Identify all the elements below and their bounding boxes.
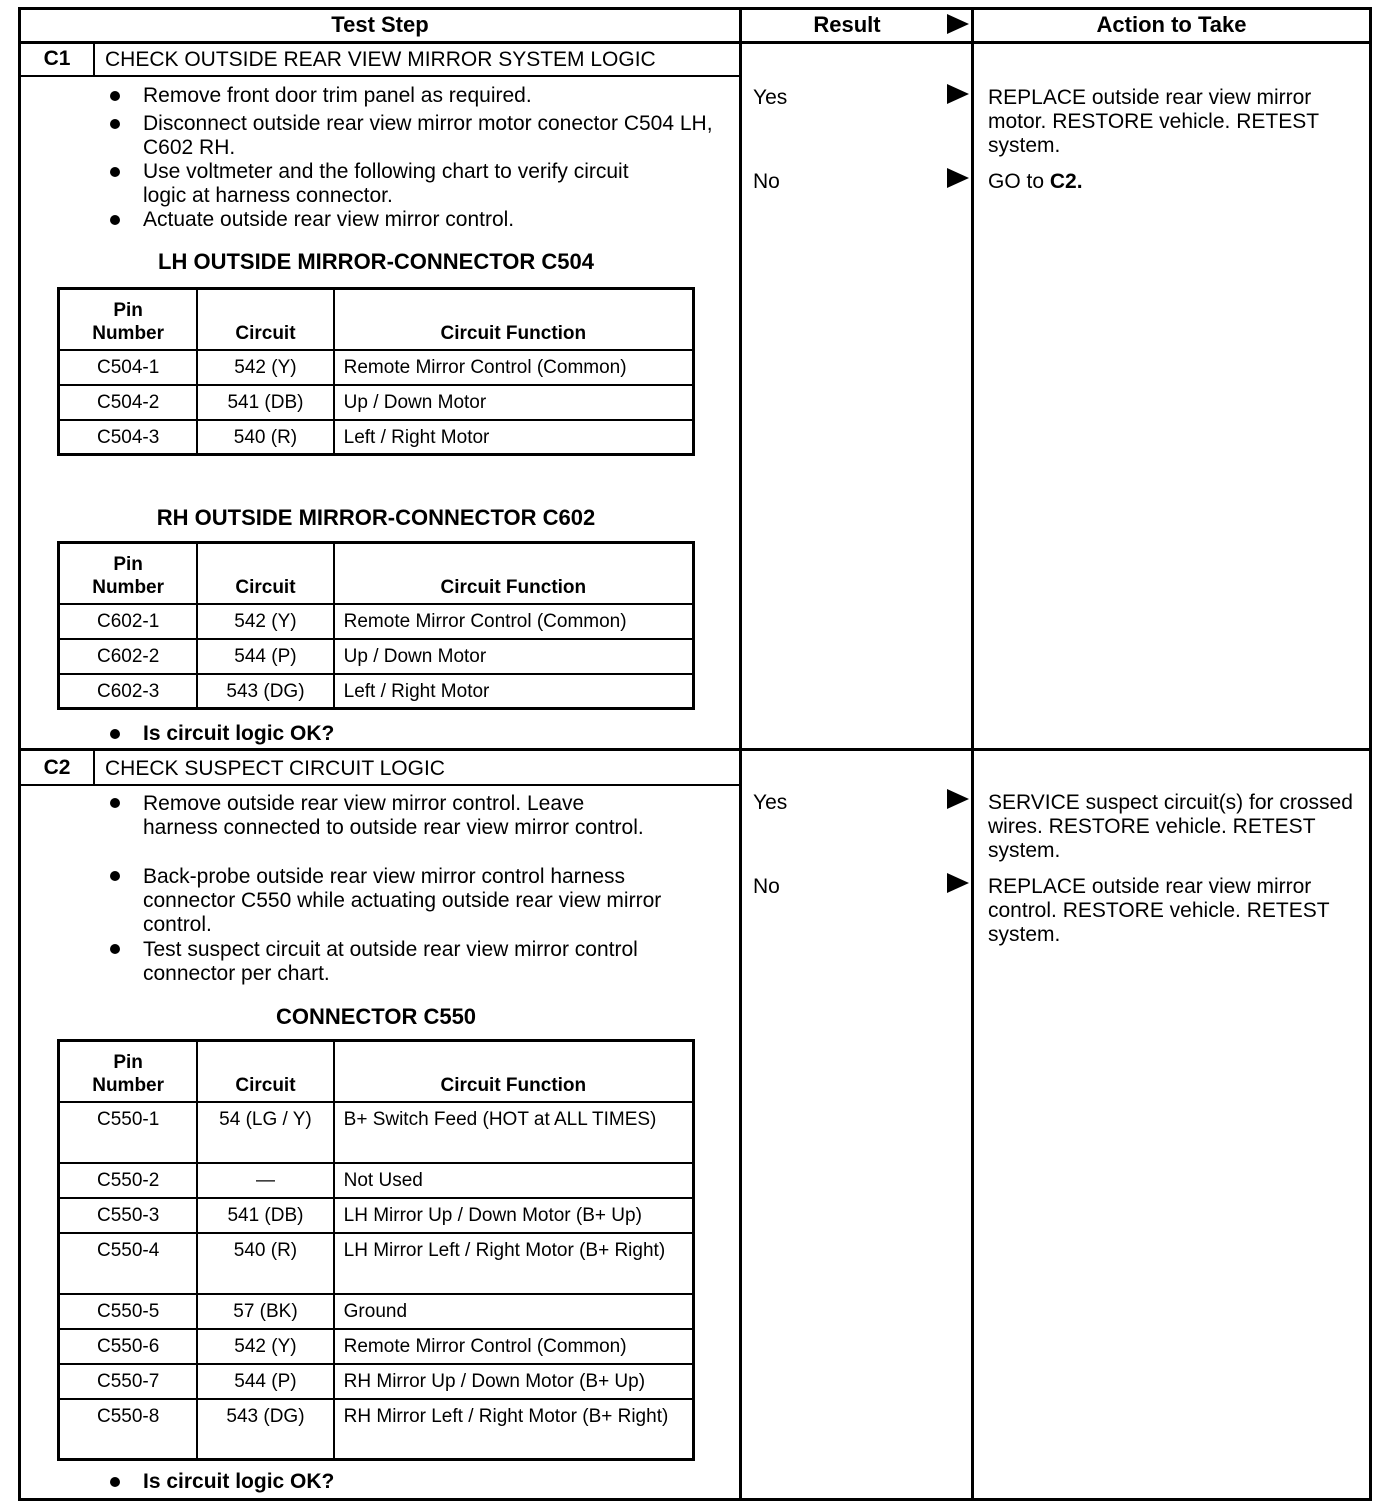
rh-connector-table — [57, 541, 695, 710]
step-c2-result-no: No — [753, 875, 780, 898]
function-cell: Up / Down Motor — [334, 639, 694, 674]
header-test-step: Test Step — [331, 12, 429, 37]
circuit-cell: 542 (Y) — [197, 350, 333, 385]
step-c2-id-divider — [93, 751, 95, 785]
step-c2-id: C2 — [43, 756, 71, 779]
col-header-function: Circuit Function — [334, 289, 694, 350]
pin-cell: C550-2 — [59, 1163, 198, 1198]
col-header-function: Circuit Function — [334, 543, 694, 604]
goto-step: C2. — [1049, 170, 1083, 193]
step-c1-id-divider — [93, 42, 95, 76]
bullet-icon — [110, 167, 120, 177]
header-action: Action to Take — [1096, 12, 1247, 37]
function-cell: RH Mirror Left / Right Motor (B+ Right) — [334, 1399, 694, 1460]
lh-table-title: LH OUTSIDE MIRROR-CONNECTOR C504 — [158, 249, 594, 274]
circuit-cell: — — [197, 1163, 333, 1198]
step-c2-action-yes: SERVICE suspect circuit(s) for crossed wires. RESTORE vehicle. RETEST system. — [988, 791, 1353, 862]
pin-cell: C602-1 — [59, 604, 198, 639]
pin-cell: C550-5 — [59, 1294, 198, 1329]
circuit-cell: 540 (R) — [197, 420, 333, 455]
pin-cell: C550-1 — [59, 1102, 198, 1163]
step-c1-action-no — [988, 170, 1083, 194]
goto-prefix: GO to — [988, 170, 1050, 193]
step-c2-bullet-3: Test suspect circuit at outside rear view mirror control connector per chart. — [143, 938, 638, 985]
pin-cell: C602-3 — [59, 674, 198, 709]
step-divider — [18, 748, 1372, 751]
step-c1-action-yes: REPLACE outside rear view mirror motor. RESTORE vehicle. RETEST system. — [988, 86, 1319, 157]
circuit-cell: 541 (DB) — [197, 1198, 333, 1233]
function-cell: Up / Down Motor — [334, 385, 694, 420]
pin-cell: C602-2 — [59, 639, 198, 674]
header-arrow-icon — [947, 14, 969, 34]
circuit-cell: 541 (DB) — [197, 385, 333, 420]
step-c1-result-yes: Yes — [753, 86, 788, 109]
bullet-icon — [110, 91, 120, 101]
step-c1-bullet-3: Use voltmeter and the following chart to verify circuit logic at harness connector. — [143, 160, 629, 207]
frame-right — [1369, 7, 1372, 1501]
step-c2-result-yes: Yes — [753, 791, 788, 814]
step-c1-id: C1 — [43, 47, 71, 70]
step-c1-bullet-1: Remove front door trim panel as required. — [143, 84, 532, 107]
pin-cell: C504-3 — [59, 420, 198, 455]
header-result: Result — [813, 12, 881, 37]
step-c2-bullet-2: Back-probe outside rear view mirror control harness connector C550 while actuating outside rear view mirror control. — [143, 865, 662, 936]
pin-cell: C504-2 — [59, 385, 198, 420]
function-cell: Left / Right Motor — [334, 674, 694, 709]
step-c1-result-no: No — [753, 170, 780, 193]
circuit-cell: 543 (DG) — [197, 1399, 333, 1460]
circuit-cell: 544 (P) — [197, 1364, 333, 1399]
col-header-pin: Pin Number — [59, 543, 198, 604]
result-arrow-icon — [947, 789, 969, 809]
pin-cell: C550-8 — [59, 1399, 198, 1460]
step-c2-title-rule — [21, 784, 739, 786]
col-divider-1 — [739, 7, 742, 1501]
col-header-pin: Pin Number — [59, 289, 198, 350]
function-cell: LH Mirror Left / Right Motor (B+ Right) — [334, 1233, 694, 1294]
step-c2-title: CHECK SUSPECT CIRCUIT LOGIC — [105, 757, 445, 780]
bullet-icon — [110, 944, 120, 954]
circuit-cell: 542 (Y) — [197, 1329, 333, 1364]
step-c1-question: Is circuit logic OK? — [143, 722, 335, 745]
bullet-icon — [110, 119, 120, 129]
step-c2-action-no: REPLACE outside rear view mirror control. RESTORE vehicle. RETEST system. — [988, 875, 1330, 946]
step-c1-title-rule — [21, 75, 739, 77]
pin-cell: C550-3 — [59, 1198, 198, 1233]
function-cell: Remote Mirror Control (Common) — [334, 350, 694, 385]
step-c2-bullet-1: Remove outside rear view mirror control. Leave harness connected to outside rear view mirror control. — [143, 792, 644, 839]
bullet-icon — [110, 871, 120, 881]
function-cell: B+ Switch Feed (HOT at ALL TIMES) — [334, 1102, 694, 1163]
frame-bottom — [18, 1498, 1372, 1501]
function-cell: Ground — [334, 1294, 694, 1329]
pin-cell: C550-7 — [59, 1364, 198, 1399]
function-cell: LH Mirror Up / Down Motor (B+ Up) — [334, 1198, 694, 1233]
lh-connector-table — [57, 287, 695, 456]
function-cell: Remote Mirror Control (Common) — [334, 604, 694, 639]
circuit-cell: 543 (DG) — [197, 674, 333, 709]
bullet-icon — [110, 215, 120, 225]
c550-table-title: CONNECTOR C550 — [275, 1004, 477, 1029]
col-header-function: Circuit Function — [334, 1041, 694, 1102]
col-divider-2 — [971, 7, 974, 1501]
pin-cell: C550-6 — [59, 1329, 198, 1364]
col-header-circuit: Circuit — [197, 543, 333, 604]
bullet-icon — [110, 729, 120, 739]
col-header-pin: Pin Number — [59, 1041, 198, 1102]
result-arrow-icon — [947, 873, 969, 893]
step-c1-bullet-4: Actuate outside rear view mirror control. — [143, 208, 515, 231]
col-header-circuit: Circuit — [197, 289, 333, 350]
pin-cell: C504-1 — [59, 350, 198, 385]
function-cell: Not Used — [334, 1163, 694, 1198]
function-cell: RH Mirror Up / Down Motor (B+ Up) — [334, 1364, 694, 1399]
step-c2-question: Is circuit logic OK? — [143, 1470, 335, 1493]
step-c1-title: CHECK OUTSIDE REAR VIEW MIRROR SYSTEM LOGIC — [105, 48, 656, 71]
col-header-circuit: Circuit — [197, 1041, 333, 1102]
result-arrow-icon — [947, 84, 969, 104]
bullet-icon — [110, 1477, 120, 1487]
rh-table-title: RH OUTSIDE MIRROR-CONNECTOR C602 — [156, 505, 596, 530]
function-cell: Remote Mirror Control (Common) — [334, 1329, 694, 1364]
circuit-cell: 544 (P) — [197, 639, 333, 674]
circuit-cell: 57 (BK) — [197, 1294, 333, 1329]
circuit-cell: 54 (LG / Y) — [197, 1102, 333, 1163]
step-c1-bullet-2: Disconnect outside rear view mirror motor conector C504 LH, C602 RH. — [143, 112, 713, 159]
bullet-icon — [110, 798, 120, 808]
circuit-cell: 540 (R) — [197, 1233, 333, 1294]
function-cell: Left / Right Motor — [334, 420, 694, 455]
c550-connector-table — [57, 1039, 695, 1461]
result-arrow-icon — [947, 168, 969, 188]
circuit-cell: 542 (Y) — [197, 604, 333, 639]
pin-cell: C550-4 — [59, 1233, 198, 1294]
